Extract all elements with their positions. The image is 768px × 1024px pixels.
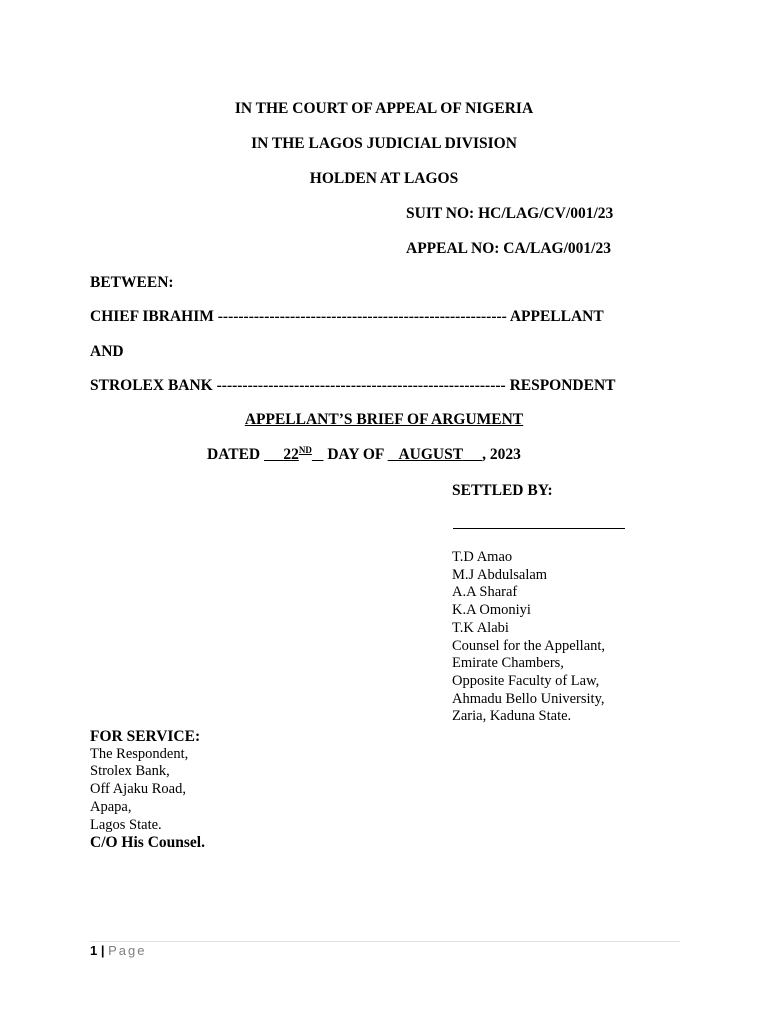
dated-label: DATED — [207, 446, 261, 463]
appellant-line — [90, 308, 604, 326]
service-line: Apapa, — [90, 798, 132, 815]
brief-title: APPELLANT’S BRIEF OF ARGUMENT — [244, 411, 524, 428]
date-month: AUGUST — [398, 446, 463, 463]
service-block — [90, 728, 205, 852]
counsel-line: Opposite Faculty of Law, — [452, 672, 600, 689]
service-line: Lagos State. — [90, 816, 162, 833]
counsel-block — [452, 549, 605, 726]
page-label: Page — [108, 943, 147, 958]
respondent-role: RESPONDENT — [509, 377, 616, 394]
service-line: Strolex Bank, — [90, 763, 170, 780]
date-day: 22 — [283, 446, 299, 463]
page-footer — [90, 943, 147, 959]
page-number: 1 — [90, 943, 98, 958]
holden-title: HOLDEN AT LAGOS — [309, 170, 459, 187]
signature-line — [453, 528, 625, 529]
suit-number: SUIT NO: HC/LAG/CV/001/23 — [406, 205, 614, 222]
counsel-line: A.A Sharaf — [452, 584, 518, 601]
counsel-line: M.J Abdulsalam — [452, 566, 548, 583]
footer-divider — [90, 941, 680, 942]
appellant-name: CHIEF IBRAHIM — [90, 308, 214, 325]
date-year: , 2023 — [482, 446, 521, 463]
counsel-line: T.K Alabi — [452, 619, 509, 636]
appeal-number: APPEAL NO: CA/LAG/001/23 — [406, 240, 611, 257]
appellant-role: APPELLANT — [509, 308, 604, 325]
court-title: IN THE COURT OF APPEAL OF NIGERIA — [234, 100, 534, 117]
counsel-line: Ahmadu Bello University, — [452, 690, 605, 707]
service-line: Off Ajaku Road, — [90, 781, 186, 798]
respondent-line — [90, 377, 616, 395]
counsel-line: T.D Amao — [452, 549, 513, 565]
service-line: The Respondent, — [90, 745, 189, 762]
appellant-dashes: -------------------------------------------------------- — [217, 308, 507, 325]
settled-by-label: SETTLED BY: — [452, 482, 553, 499]
counsel-line: Counsel for the Appellant, — [452, 637, 606, 654]
service-heading: FOR SERVICE: — [90, 728, 201, 745]
counsel-line: K.A Omoniyi — [452, 602, 531, 619]
care-of-counsel: C/O His Counsel. — [90, 834, 205, 852]
respondent-dashes: -------------------------------------------------------- — [216, 377, 506, 394]
respondent-name: STROLEX BANK — [90, 377, 213, 394]
counsel-line: Emirate Chambers, — [452, 655, 564, 672]
between-label: BETWEEN: — [90, 274, 174, 291]
footer-separator: | — [100, 943, 105, 958]
day-of-label: DAY OF — [327, 446, 384, 463]
and-label: AND — [90, 343, 124, 360]
division-title: IN THE LAGOS JUDICIAL DIVISION — [251, 135, 517, 152]
counsel-line: Zaria, Kaduna State. — [452, 708, 572, 725]
date-day-suffix: ND — [298, 444, 312, 455]
date-line — [207, 446, 521, 464]
